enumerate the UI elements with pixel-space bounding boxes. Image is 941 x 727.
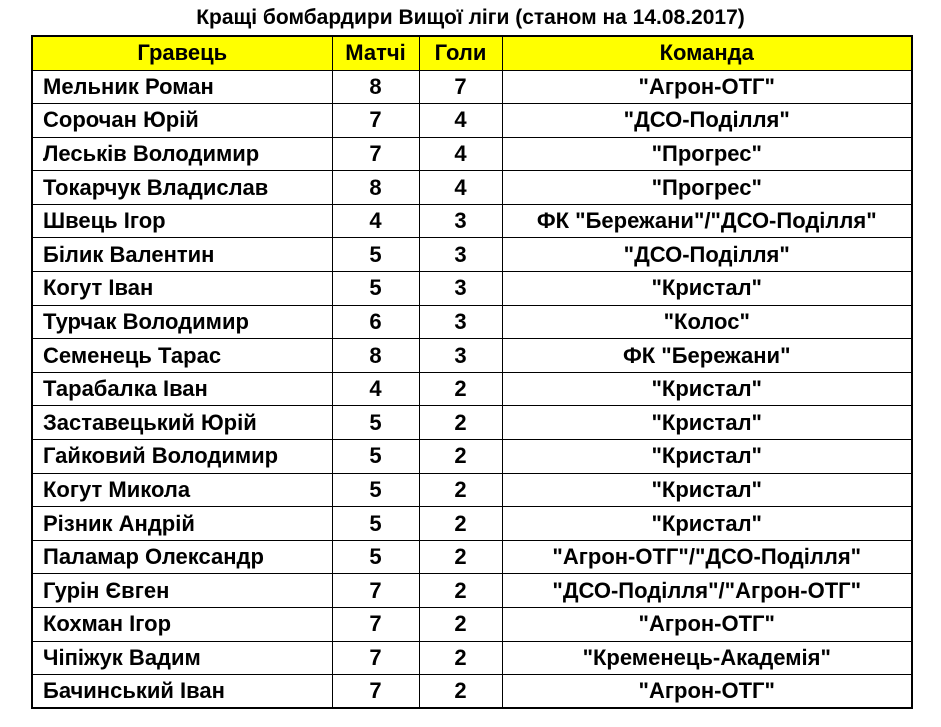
matches-cell: 6 xyxy=(332,305,419,339)
table-row xyxy=(32,238,912,272)
goals-cell: 2 xyxy=(419,675,502,709)
player-name-cell: Білик Валентин xyxy=(32,238,332,272)
table-row xyxy=(32,406,912,440)
table-header-row xyxy=(32,36,912,70)
table-row xyxy=(32,440,912,474)
table-row xyxy=(32,473,912,507)
matches-cell: 4 xyxy=(332,204,419,238)
page-title: Кращі бомбардири Вищої ліги (станом на 14.08.2017) xyxy=(196,6,745,29)
matches-cell: 5 xyxy=(332,540,419,574)
goals-cell: 3 xyxy=(419,238,502,272)
goals-cell: 2 xyxy=(419,372,502,406)
column-header-player: Гравець xyxy=(32,36,332,70)
player-name-cell: Бачинський Іван xyxy=(32,675,332,709)
goals-cell: 3 xyxy=(419,339,502,373)
goals-cell: 3 xyxy=(419,305,502,339)
matches-cell: 8 xyxy=(332,339,419,373)
table-row xyxy=(32,137,912,171)
table-row xyxy=(32,507,912,541)
table-row xyxy=(32,204,912,238)
column-header-matches: Матчі xyxy=(332,36,419,70)
team-cell: "Прогрес" xyxy=(502,137,912,171)
player-name-cell: Леськів Володимир xyxy=(32,137,332,171)
team-cell: "Агрон-ОТГ" xyxy=(502,608,912,642)
table-row xyxy=(32,574,912,608)
table-row xyxy=(32,675,912,709)
player-name-cell: Токарчук Владислав xyxy=(32,171,332,205)
team-cell: "Кристал" xyxy=(502,440,912,474)
table-row xyxy=(32,272,912,306)
team-cell: "Кременець-Академія" xyxy=(502,641,912,675)
team-cell: "Агрон-ОТГ" xyxy=(502,70,912,104)
player-name-cell: Гурін Євген xyxy=(32,574,332,608)
team-cell: "Кристал" xyxy=(502,507,912,541)
team-cell: "Прогрес" xyxy=(502,171,912,205)
player-name-cell: Семенець Тарас xyxy=(32,339,332,373)
matches-cell: 7 xyxy=(332,675,419,709)
player-name-cell: Швець Ігор xyxy=(32,204,332,238)
goals-cell: 2 xyxy=(419,507,502,541)
player-name-cell: Сорочан Юрій xyxy=(32,104,332,138)
goals-cell: 2 xyxy=(419,473,502,507)
player-name-cell: Мельник Роман xyxy=(32,70,332,104)
goals-cell: 2 xyxy=(419,608,502,642)
column-header-goals: Голи xyxy=(419,36,502,70)
player-name-cell: Гайковий Володимир xyxy=(32,440,332,474)
table-body xyxy=(32,70,912,708)
player-name-cell: Когут Іван xyxy=(32,272,332,306)
team-cell: "Кристал" xyxy=(502,272,912,306)
table-row xyxy=(32,305,912,339)
team-cell: ФК "Бережани" xyxy=(502,339,912,373)
team-cell: "Колос" xyxy=(502,305,912,339)
team-cell: "Агрон-ОТГ" xyxy=(502,675,912,709)
team-cell: "ДСО-Поділля" xyxy=(502,238,912,272)
matches-cell: 8 xyxy=(332,171,419,205)
player-name-cell: Заставецький Юрій xyxy=(32,406,332,440)
team-cell: "Кристал" xyxy=(502,406,912,440)
table-row xyxy=(32,70,912,104)
goals-cell: 2 xyxy=(419,641,502,675)
player-name-cell: Чіпіжук Вадим xyxy=(32,641,332,675)
matches-cell: 5 xyxy=(332,238,419,272)
matches-cell: 5 xyxy=(332,473,419,507)
goals-cell: 4 xyxy=(419,171,502,205)
goals-cell: 7 xyxy=(419,70,502,104)
matches-cell: 7 xyxy=(332,608,419,642)
team-cell: "ДСО-Поділля"/"Агрон-ОТГ" xyxy=(502,574,912,608)
goals-cell: 4 xyxy=(419,137,502,171)
matches-cell: 5 xyxy=(332,507,419,541)
matches-cell: 5 xyxy=(332,440,419,474)
goals-cell: 2 xyxy=(419,406,502,440)
goals-cell: 2 xyxy=(419,540,502,574)
team-cell: "Агрон-ОТГ"/"ДСО-Поділля" xyxy=(502,540,912,574)
goals-cell: 3 xyxy=(419,272,502,306)
player-name-cell: Кохман Ігор xyxy=(32,608,332,642)
team-cell: ФК "Бережани"/"ДСО-Поділля" xyxy=(502,204,912,238)
player-name-cell: Турчак Володимир xyxy=(32,305,332,339)
matches-cell: 7 xyxy=(332,574,419,608)
matches-cell: 7 xyxy=(332,137,419,171)
player-name-cell: Паламар Олександр xyxy=(32,540,332,574)
matches-cell: 5 xyxy=(332,406,419,440)
table-row xyxy=(32,372,912,406)
matches-cell: 8 xyxy=(332,70,419,104)
table-row xyxy=(32,104,912,138)
table-row xyxy=(32,608,912,642)
player-name-cell: Різник Андрій xyxy=(32,507,332,541)
player-name-cell: Тарабалка Іван xyxy=(32,372,332,406)
team-cell: "ДСО-Поділля" xyxy=(502,104,912,138)
matches-cell: 7 xyxy=(332,104,419,138)
player-name-cell: Когут Микола xyxy=(32,473,332,507)
goals-cell: 4 xyxy=(419,104,502,138)
team-cell: "Кристал" xyxy=(502,372,912,406)
table-row xyxy=(32,641,912,675)
matches-cell: 5 xyxy=(332,272,419,306)
goals-cell: 3 xyxy=(419,204,502,238)
matches-cell: 7 xyxy=(332,641,419,675)
team-cell: "Кристал" xyxy=(502,473,912,507)
top-scorers-table xyxy=(31,35,913,709)
table-row xyxy=(32,171,912,205)
goals-cell: 2 xyxy=(419,440,502,474)
goals-cell: 2 xyxy=(419,574,502,608)
table-row xyxy=(32,540,912,574)
column-header-team: Команда xyxy=(502,36,912,70)
matches-cell: 4 xyxy=(332,372,419,406)
table-row xyxy=(32,339,912,373)
